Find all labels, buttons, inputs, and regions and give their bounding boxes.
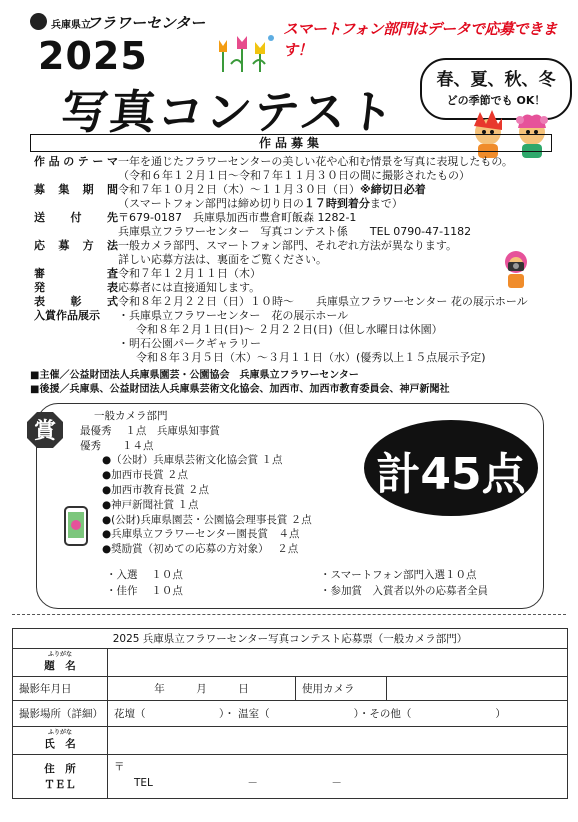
- award-label: 表彰式: [34, 295, 118, 308]
- bubble-line1: 春、夏、秋、冬: [436, 70, 556, 90]
- prize-sanka: ・参加賞 入賞者以外の応募者全員: [320, 585, 488, 597]
- period-label: 募集期間: [34, 183, 118, 196]
- tulips-icon: [213, 34, 281, 72]
- year: 2025: [38, 34, 148, 78]
- camera-label: 使用カメラ: [296, 677, 387, 701]
- exhibit-dates1: 令和８年２月１日(日)～ ２月２２日(日)（但し水曜日は休園）: [136, 323, 443, 336]
- method-label: 応募方法: [34, 239, 118, 252]
- form-title-label: [13, 649, 108, 677]
- prize-item: ●神戸新聞社賞 １点: [102, 498, 199, 511]
- announce-label: 発表: [34, 281, 118, 294]
- prize-item: ●（公財）兵庫県芸術文化協会賞 １点: [102, 454, 283, 467]
- cut-line: [12, 614, 566, 615]
- logo-mark-icon: [30, 13, 47, 30]
- prize-badge-text: 賞: [33, 419, 57, 444]
- form-title: 2025 兵庫県立フラワーセンター写真コンテスト応募票（一般カメラ部門）: [13, 629, 568, 649]
- organizer: ■主催／公益財団法人兵庫県園芸・公園協会 兵庫県立フラワーセンター: [30, 370, 359, 381]
- total-prizes-badge: [364, 420, 538, 516]
- prize-nyusen: ・入選 １０点: [106, 569, 183, 581]
- send-address: 〒679-0187 兵庫県加西市豊倉町飯森 1282-1: [118, 211, 357, 224]
- prize-item: ●加西市長賞 ２点: [102, 469, 188, 482]
- entry-form: [12, 628, 568, 799]
- exhibit-label: 入賞作品展示: [34, 309, 100, 322]
- date-field[interactable]: 年 月 日: [108, 677, 296, 701]
- address-field[interactable]: [108, 755, 568, 799]
- exhibit-venue1: ・兵庫県立フラワーセンター 花の展示ホール: [118, 309, 349, 322]
- total-prizes: 計45点: [376, 449, 526, 500]
- send-contact: 兵庫県立フラワーセンター 写真コンテスト係 TEL 0790-47-1182: [118, 225, 472, 238]
- logo: [30, 12, 230, 34]
- title-field[interactable]: [108, 649, 568, 677]
- prize-extras: [106, 567, 526, 599]
- details: [34, 155, 564, 365]
- prize-smartphone: ・スマートフォン部門入選１０点: [320, 569, 477, 581]
- theme-text: 一年を通じたフラワーセンターの美しい花や心和む情景を写真に表現したもの。: [118, 155, 513, 168]
- sponsors: [30, 369, 570, 397]
- exhibit-dates2: 令和８年３月５日（木）～３月１１日（水）(優秀以上１５点展示予定): [136, 351, 486, 364]
- tel-label-text: ＴＥＬ: [44, 778, 76, 791]
- name-ruby: ふりがな: [47, 729, 72, 736]
- boshu-header: 作品募集: [30, 134, 552, 152]
- theme-label: 作品のテーマ: [34, 155, 118, 168]
- logo-pref: 兵庫県立: [51, 20, 91, 31]
- period-dates: 令和７年１０月２日（木）～１１月３０日（日）: [118, 183, 360, 196]
- bubble-line2: どの季節でも OK！: [446, 94, 546, 107]
- address-label: [13, 755, 108, 799]
- name-field[interactable]: [108, 727, 568, 755]
- prize-item: ●奨励賞（初めての応募の方対象） ２点: [102, 543, 299, 556]
- prize-item: 最優秀 １点 兵庫県知事賞: [80, 424, 220, 437]
- prize-kasaku: ・佳作 １０点: [106, 585, 183, 597]
- prize-item: ●兵庫県立フラワーセンター園長賞 ４点: [102, 528, 300, 541]
- page-title: 写真コンテスト: [58, 85, 399, 139]
- postal-mark: 〒: [114, 761, 125, 773]
- logo-name: フラワーセンター: [86, 14, 206, 32]
- date-label: 撮影年月日: [13, 677, 108, 701]
- judge-label: 審査: [34, 267, 118, 280]
- prize-item: 優秀 １４点: [80, 439, 154, 452]
- period-note-b: １７時到着分: [303, 197, 370, 210]
- title-ruby: ふりがな: [47, 651, 72, 658]
- prize-item: ●加西市教育長賞 ２点: [102, 483, 209, 496]
- camera-field[interactable]: [387, 677, 568, 701]
- judge-date: 令和７年１２月１１日（木）: [118, 267, 261, 280]
- prize-badge-icon: [26, 411, 64, 449]
- prize-item: ●(公財)兵庫県園芸・公園協会理事長賞 ２点: [102, 513, 312, 526]
- period-note-c: まで）: [369, 197, 403, 210]
- announce-text: 応募者には直接通知します。: [118, 281, 261, 294]
- prize-item: 一般カメラ部門: [94, 410, 168, 422]
- method-note: 詳しい応募方法は、裏面をご覧ください。: [118, 253, 327, 266]
- method-text: 一般カメラ部門、スマートフォン部門、それぞれ方法が異なります。: [118, 239, 458, 252]
- theme-period: （令和６年１２月１日～令和７年１１月３０日の間に撮影されたもの）: [118, 169, 470, 182]
- deadline-note: ※締切日必着: [360, 183, 426, 196]
- exhibit-venue2: ・明石公園パークギャラリー: [118, 337, 261, 350]
- smartphone-banner: スマートフォン部門はデータで応募できます！: [283, 20, 558, 59]
- place-field[interactable]: 花壇（ ）・ 温室（ ）・その他（ ）: [108, 701, 568, 727]
- name-label-text: 氏 名: [44, 738, 76, 750]
- address-label-text: 住 所: [44, 762, 76, 775]
- send-label: 送付先: [34, 211, 118, 224]
- supporters: ■後援／兵庫県、公益財団法人兵庫県芸術文化協会、加西市、加西市教育委員会、神戸新聞社: [30, 384, 450, 395]
- prize-list: [80, 409, 380, 557]
- period-note-a: （スマートフォン部門は締め切り日の: [118, 197, 304, 210]
- place-label: 撮影場所（詳細）: [13, 701, 108, 727]
- camera-girl-icon: [498, 248, 534, 288]
- tel-field: TEL － －: [134, 777, 342, 789]
- award-text: 令和８年２月２２日（日）１０時～ 兵庫県立フラワーセンター 花の展示ホール: [118, 295, 528, 308]
- name-label: [13, 727, 108, 755]
- title-label-text: 題 名: [44, 660, 76, 672]
